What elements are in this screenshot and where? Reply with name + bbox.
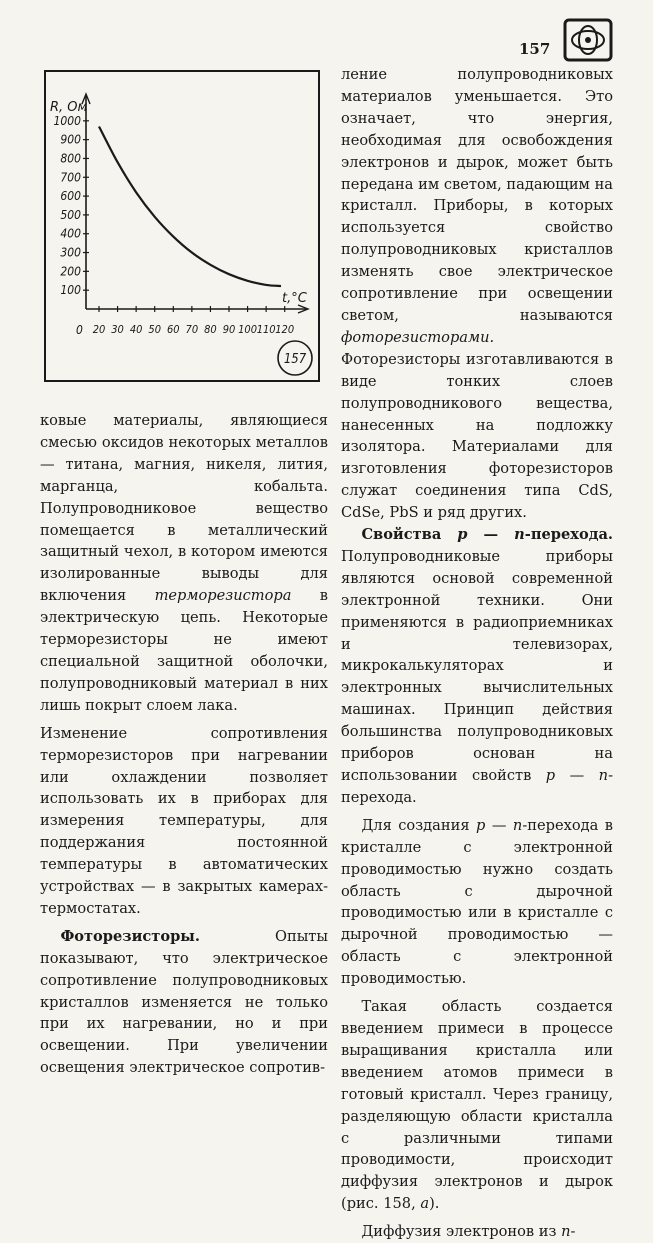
x-tick-labels bbox=[93, 306, 294, 336]
x-tick-label: 50 bbox=[148, 323, 162, 336]
right-paragraph-1: ление полупроводниковых материалов уменьшается. Это означает, что энергия, необходимая для освобождения электронов и дырок, может быть передана им светом, падающим на кристалл. Приборы, в которых используется свойство полупроводниковых кристаллов изменять свое электрическое сопротивление при освещении светом, называются фоторезисторами. Фоторезисторы изготавливаются в виде тонких слоев полупроводникового вещества, нанесенных на подложку изолятора. Материалами для изготовления фоторезисторов служат соединения типа CdS, CdSe, PbS и ряд других. bbox=[341, 66, 613, 522]
y-tick-label: 700 bbox=[60, 170, 81, 185]
right-paragraph-3: Для создания p — n-перехода в кристалле с электронной проводимостью нужно создать область с дырочной проводимостью или в кристалле с дырочной проводимостью — область с электронной проводимостью. bbox=[341, 816, 613, 988]
x-tick-label: 20 bbox=[92, 323, 106, 336]
right-column bbox=[341, 64, 613, 1243]
left-paragraph-3: Фоторезисторы. Опыты показывают, что электрическое сопротивление полупроводниковых кристаллов изменяется не только при их нагревании, но и при освещении. При увеличении освещения электрическое сопротив- bbox=[40, 927, 328, 1077]
y-tick-label: 900 bbox=[60, 132, 81, 147]
section-heading-photoresistors: Фоторезисторы. bbox=[60, 927, 200, 945]
y-tick-label: 200 bbox=[60, 264, 81, 279]
section-heading-pn-junction: Свойства p — n-перехода. bbox=[361, 526, 613, 544]
y-tick-labels bbox=[54, 114, 89, 297]
x-tick-label: 110 bbox=[256, 323, 276, 336]
y-tick-label: 500 bbox=[60, 207, 81, 222]
y-tick-label: 400 bbox=[60, 226, 81, 241]
resistance-temperature-chart bbox=[46, 72, 318, 380]
chart-axes bbox=[82, 94, 308, 313]
x-tick-label: 80 bbox=[204, 323, 217, 336]
x-tick-label: 120 bbox=[275, 323, 295, 336]
x-axis-label: t,°C bbox=[282, 291, 307, 306]
y-tick-label: 1000 bbox=[53, 113, 81, 128]
figure-number: 157 bbox=[283, 352, 307, 367]
x-tick-label: 60 bbox=[166, 323, 180, 336]
left-column bbox=[40, 410, 328, 1079]
x-tick-label: 70 bbox=[185, 323, 199, 336]
x-tick-label: 30 bbox=[111, 323, 124, 336]
left-paragraph-2: Изменение сопротивления терморезисторов при нагревании или охлаждении позволяет использовать их в приборах для измерения температуры, для поддержания постоянной температуры в автоматических устройствах — в закрытых камерах-термостатах. bbox=[40, 724, 328, 917]
right-paragraph-4: Такая область создается введением примеси в процессе выращивания кристалла или введением атомов примеси в готовый кристалл. Через границу, разделяющую области кристалла с различными типами проводимости, происходит диффузия электронов и дырок (рис. 158, а). bbox=[341, 998, 613, 1213]
y-tick-label: 800 bbox=[60, 151, 81, 166]
left-paragraph-1: ковые материалы, являющиеся смесью оксидов некоторых металлов — титана, магния, никеля, лития, марганца, кобальта. Полупроводниковое вещество помещается в металлический защитный чехол, в котором имеются изолированные выводы для включения терморезистора в электрическую цепь. Некоторые терморезисторы не имеют специальной защитной оболочки, полупроводниковый материал в них лишь покрыт слоем лака. bbox=[40, 412, 328, 714]
x-tick-label: 90 bbox=[222, 323, 236, 336]
figure-157 bbox=[44, 70, 320, 382]
origin-label: 0 bbox=[76, 323, 83, 337]
chapter-emblem-icon bbox=[563, 18, 613, 62]
y-tick-label: 100 bbox=[60, 283, 81, 298]
y-tick-label: 300 bbox=[60, 245, 81, 260]
y-axis-label: R, Ом bbox=[50, 100, 88, 115]
x-tick-label: 40 bbox=[129, 323, 143, 336]
x-tick-label: 100 bbox=[238, 323, 258, 336]
page-number: 157 bbox=[519, 40, 551, 58]
y-tick-label: 600 bbox=[60, 189, 81, 204]
resistance-curve bbox=[99, 126, 281, 286]
right-paragraph-5: Диффузия электронов из n- bbox=[361, 1223, 576, 1241]
chart-series bbox=[99, 126, 281, 286]
right-paragraph-2: Свойства p — n-перехода. Полупроводниковые приборы являются основой современной электронной техники. Они применяются в радиоприемниках и телевизорах, микрокалькуляторах и электронных вычислительных машинах. Принцип действия большинства полупроводниковых приборов основан на использовании свойств p — n-перехода. bbox=[341, 526, 613, 806]
